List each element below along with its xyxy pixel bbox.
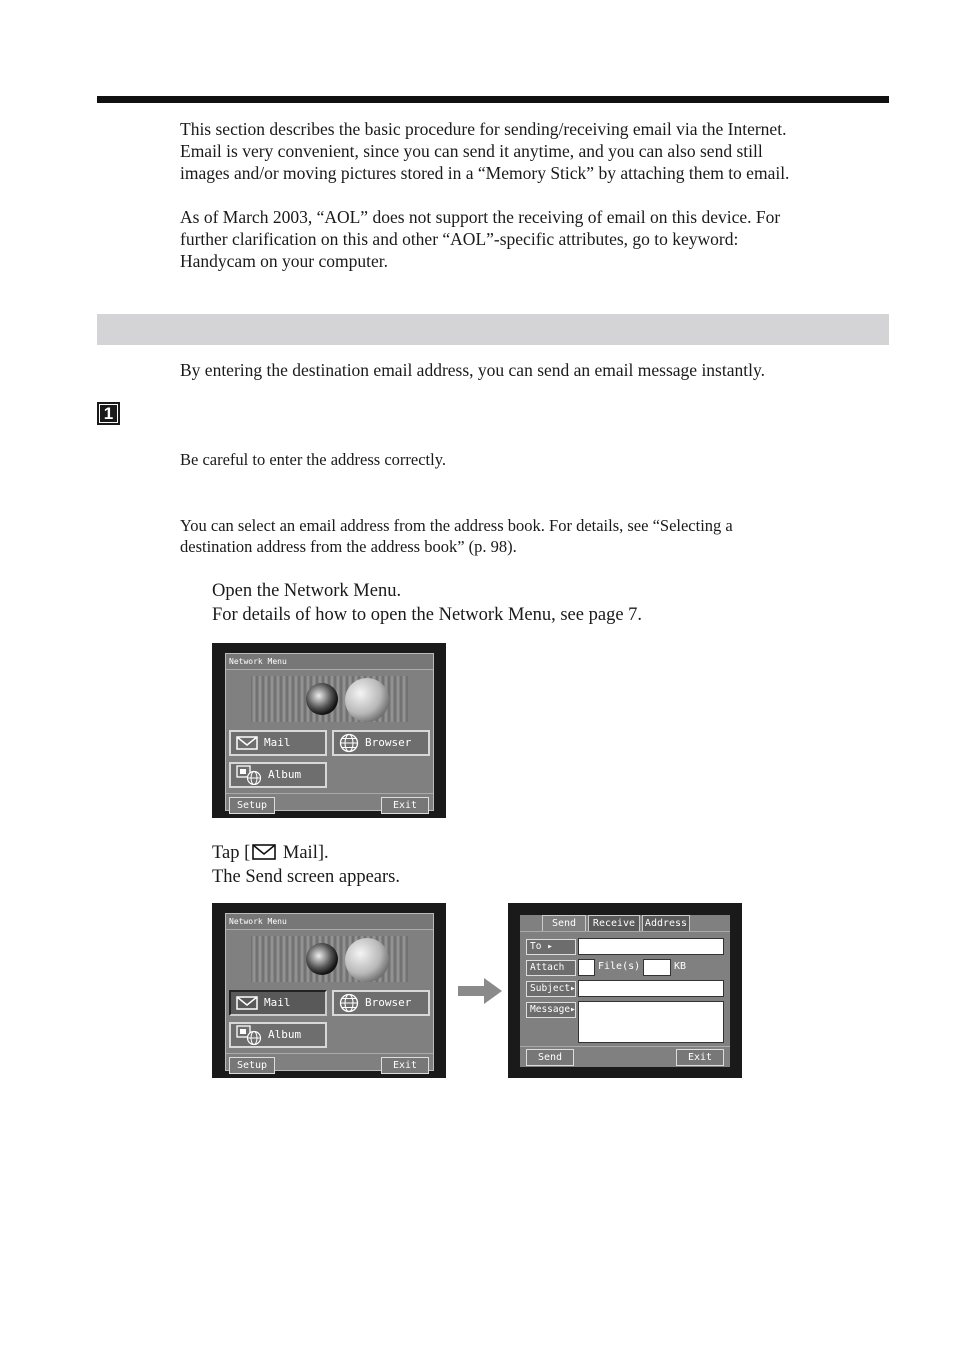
send-window bbox=[520, 915, 730, 1067]
substep-text bbox=[212, 841, 400, 865]
substep-1 bbox=[212, 579, 642, 627]
setup-button[interactable]: Setup bbox=[229, 1057, 275, 1074]
file-count-field bbox=[578, 959, 595, 976]
text-line: Be careful to enter the address correctly. bbox=[180, 450, 447, 469]
footer-divider bbox=[226, 1053, 433, 1054]
exit-button[interactable]: Exit bbox=[676, 1049, 724, 1066]
to-button[interactable]: To ▸ bbox=[526, 939, 576, 955]
attach-button[interactable]: Attach bbox=[526, 960, 576, 976]
text-line: images and/or moving pictures stored in a “Memory Stick” by attaching them to email. bbox=[180, 163, 790, 183]
mail-button[interactable] bbox=[229, 730, 327, 756]
size-field bbox=[643, 959, 671, 976]
browser-button[interactable] bbox=[332, 730, 430, 756]
section-intro bbox=[180, 359, 890, 381]
text-line: Email is very convenient, since you can send it anytime, and you can also send still bbox=[180, 141, 763, 161]
footer-divider bbox=[520, 1046, 730, 1047]
subject-field[interactable] bbox=[578, 980, 724, 997]
browser-label: Browser bbox=[365, 996, 412, 1009]
network-menu-screen-mail-pressed bbox=[212, 903, 446, 1078]
envelope-icon bbox=[236, 996, 258, 1010]
camera-lens-graphic bbox=[306, 683, 338, 715]
substep-2 bbox=[212, 841, 400, 889]
files-label: File(s) bbox=[598, 961, 641, 972]
substep-text: Open the Network Menu. bbox=[212, 581, 402, 601]
text-line: As of March 2003, “AOL” does not support the receiving of email on this device. For bbox=[180, 207, 781, 227]
subject-label: Subject bbox=[530, 983, 571, 994]
tab-divider bbox=[520, 931, 730, 932]
globe-graphic bbox=[345, 678, 389, 722]
browser-label: Browser bbox=[365, 736, 412, 749]
text-line: This section describes the basic procedure for sending/receiving email via the Internet. bbox=[180, 119, 787, 139]
exit-button[interactable]: Exit bbox=[381, 1057, 429, 1074]
envelope-icon bbox=[252, 844, 276, 860]
album-label: Album bbox=[268, 1028, 302, 1041]
right-arrow-icon bbox=[458, 978, 502, 1004]
message-field[interactable] bbox=[578, 1001, 724, 1043]
footer-divider bbox=[226, 793, 433, 794]
send-button[interactable]: Send bbox=[526, 1049, 574, 1066]
album-button[interactable] bbox=[229, 1022, 327, 1048]
camera-lens-graphic bbox=[306, 943, 338, 975]
tab-send[interactable]: Send bbox=[542, 915, 586, 932]
to-field[interactable] bbox=[578, 938, 724, 955]
address-book-note bbox=[180, 515, 890, 557]
globe-icon bbox=[339, 993, 359, 1013]
aol-note-paragraph bbox=[180, 206, 890, 272]
subject-button[interactable]: Subject▸ bbox=[526, 981, 576, 997]
message-label: Message bbox=[530, 1004, 571, 1015]
album-button[interactable] bbox=[229, 762, 327, 788]
tab-address[interactable]: Address bbox=[642, 915, 690, 931]
envelope-icon bbox=[236, 736, 258, 750]
substep-text: For details of how to open the Network Menu, see page 7. bbox=[212, 605, 643, 625]
text-line: You can select an email address from the address book. For details, see “Selecting a bbox=[180, 516, 733, 535]
album-icon bbox=[236, 765, 262, 785]
text-line: Handycam on your computer. bbox=[180, 251, 389, 271]
substep-text: The Send screen appears. bbox=[212, 867, 400, 887]
exit-button[interactable]: Exit bbox=[381, 797, 429, 814]
network-menu-window bbox=[225, 653, 434, 811]
header-rule bbox=[97, 96, 889, 103]
text-line: By entering the destination email address, you can send an email message instantly. bbox=[180, 360, 765, 380]
globe-graphic bbox=[345, 938, 389, 982]
mail-label: Mail bbox=[264, 736, 291, 749]
network-menu-screen bbox=[212, 643, 446, 818]
globe-icon bbox=[339, 733, 359, 753]
intro-paragraph bbox=[180, 118, 890, 184]
setup-button[interactable]: Setup bbox=[229, 797, 275, 814]
caution-note bbox=[180, 449, 890, 470]
mail-label: Mail bbox=[264, 996, 291, 1009]
substep-text-prefix: Tap [ bbox=[212, 843, 251, 863]
album-label: Album bbox=[268, 768, 302, 781]
network-menu-window bbox=[225, 913, 434, 1071]
window-title: Network Menu bbox=[226, 654, 433, 670]
window-title: Network Menu bbox=[226, 914, 433, 930]
kb-label: KB bbox=[674, 961, 687, 972]
network-banner-image bbox=[251, 936, 408, 982]
mail-button[interactable] bbox=[229, 990, 327, 1016]
text-line: destination address from the address book” (p. 98). bbox=[180, 537, 517, 556]
tab-receive[interactable]: Receive bbox=[588, 915, 640, 931]
text-line: further clarification on this and other “AOL”-specific attributes, go to keyword: bbox=[180, 229, 739, 249]
substep-text-suffix: Mail]. bbox=[278, 843, 329, 863]
browser-button[interactable] bbox=[332, 990, 430, 1016]
to-label: To bbox=[530, 941, 542, 952]
section-heading-bar bbox=[97, 314, 889, 345]
album-icon bbox=[236, 1025, 262, 1045]
send-screen bbox=[508, 903, 742, 1078]
message-button[interactable]: Message▸ bbox=[526, 1002, 576, 1018]
step-number-badge: 1 bbox=[97, 402, 120, 425]
network-banner-image bbox=[251, 676, 408, 722]
